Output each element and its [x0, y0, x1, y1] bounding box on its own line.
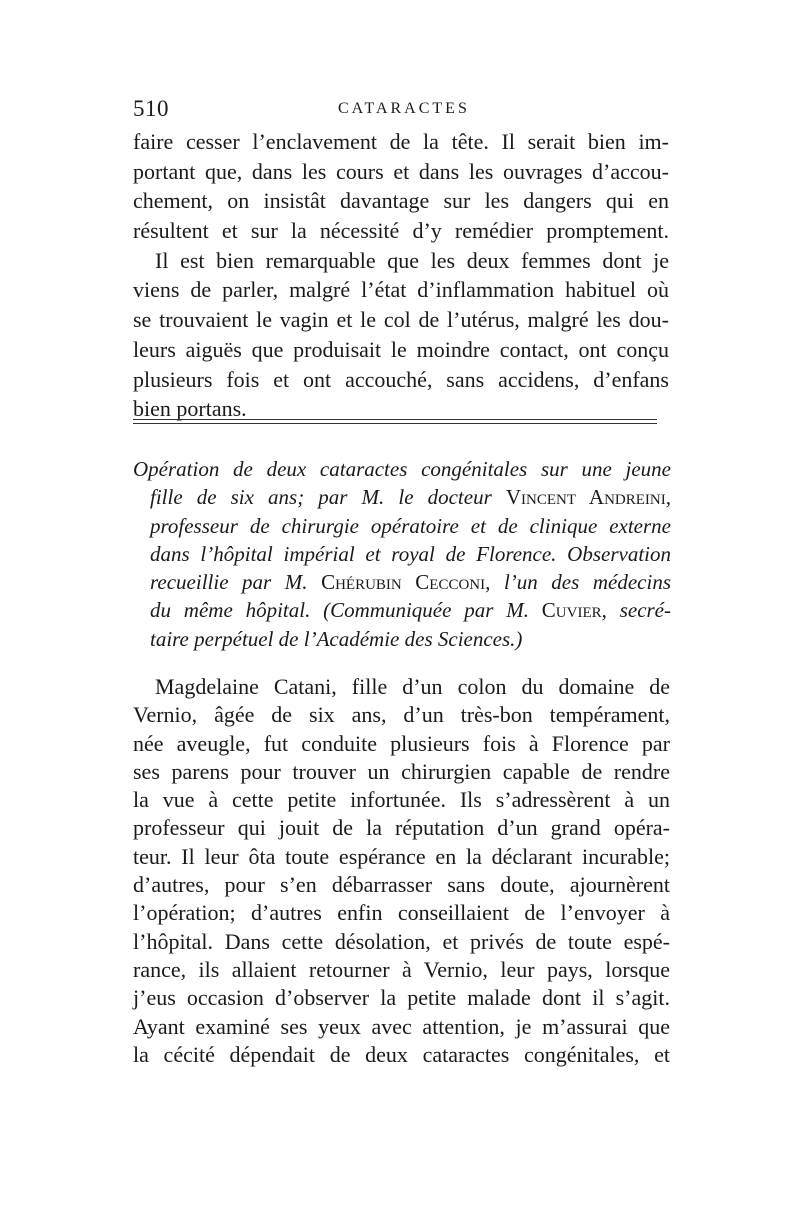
title-line: [133, 483, 671, 511]
title-text: , l’un des médecins: [485, 570, 671, 595]
text-line: Il est bien remarquable que les deux femmes dont je: [155, 247, 669, 273]
title-line: professeur de chirurgie opératoire et de clinique externe: [150, 513, 671, 538]
rule-line-top: [133, 419, 657, 420]
text-line: chement, on insistât davantage sur les dangers qui en: [133, 188, 669, 214]
text-line: leurs aiguës que produisait le moindre contact, ont conçu: [133, 336, 669, 362]
running-title: CATARACTES: [338, 100, 470, 117]
text-line: Vernio, âgée de six ans, d’un très-bon tempérament,: [133, 702, 670, 728]
text-line: plusieurs fois et ont accouché, sans accidens, d’enfans: [133, 366, 669, 392]
text-line: née aveugle, fut conduite plusieurs fois à Florence par: [133, 730, 670, 756]
title-text: fille de six ans; par M. le docteur: [150, 485, 492, 510]
text-line: l’hôpital. Dans cette désolation, et privés de toute espé-: [133, 928, 670, 954]
title-text: recueillie par M.: [150, 570, 308, 595]
text-line: viens de parler, malgré l’état d’inflammation habituel où: [133, 277, 669, 303]
text-line: Magdelaine Catani, fille d’un colon du domaine de: [155, 674, 670, 699]
text-line: la vue à cette petite infortunée. Ils s’adressèrent à un: [133, 787, 670, 813]
communicator-name: Cuvier: [541, 598, 602, 623]
rule-line-bottom: [133, 423, 657, 424]
text-line: Ayant examiné ses yeux avec attention, je m’assurai que: [133, 1013, 670, 1039]
author-name: Vincent Andreini: [505, 485, 666, 510]
text-line: professeur qui jouit de la réputation d’un grand opéra-: [133, 815, 670, 841]
page-number: 510: [133, 96, 169, 121]
text-line: faire cesser l’enclavement de la tête. Il serait bien im-: [133, 129, 669, 154]
section-divider-rule: [133, 419, 657, 425]
text-line: rance, ils allaient retourner à Vernio, leur pays, lorsque: [133, 956, 670, 982]
observer-name: Chérubin Cecconi: [321, 570, 486, 595]
text-line: résultent et sur la nécessité d’y remédier promptement.: [133, 218, 669, 244]
text-line: portant que, dans les cours et dans les ouvrages d’accou-: [133, 158, 669, 184]
text-line: ses parens pour trouver un chirurgien capable de rendre: [133, 758, 670, 784]
text-line: bien portans.: [133, 396, 247, 422]
text-line: la cécité dépendait de deux cataractes congénitales, et: [133, 1041, 670, 1067]
title-line: taire perpétuel de l’Académie des Sciences.): [150, 626, 523, 651]
paragraph-continuation: [133, 127, 669, 424]
title-line: dans l’hôpital impérial et royal de Florence. Observation: [150, 541, 671, 566]
text-line: l’opération; d’autres enfin conseillaient de l’envoyer à: [133, 900, 670, 926]
text-line: j’eus occasion d’observer la petite malade dont il s’agit.: [133, 985, 670, 1011]
title-text: ,: [665, 485, 672, 510]
title-line: Opération de deux cataractes congénitales sur une jeune: [133, 457, 671, 481]
text-line: teur. Il leur ôta toute espérance en la déclarant incurable;: [133, 843, 670, 869]
paragraph-main: [133, 673, 670, 1069]
text-line: d’autres, pour s’en débarrasser sans doute, ajournèrent: [133, 872, 670, 898]
article-title: [133, 455, 671, 653]
page-header: [133, 96, 671, 126]
title-text: du même hôpital. (Communiquée par M.: [150, 598, 529, 623]
title-line: [133, 568, 671, 596]
title-text: , secré-: [601, 598, 671, 623]
title-line: [133, 596, 671, 624]
text-line: se trouvaient le vagin et le col de l’utérus, malgré les dou-: [133, 307, 669, 333]
